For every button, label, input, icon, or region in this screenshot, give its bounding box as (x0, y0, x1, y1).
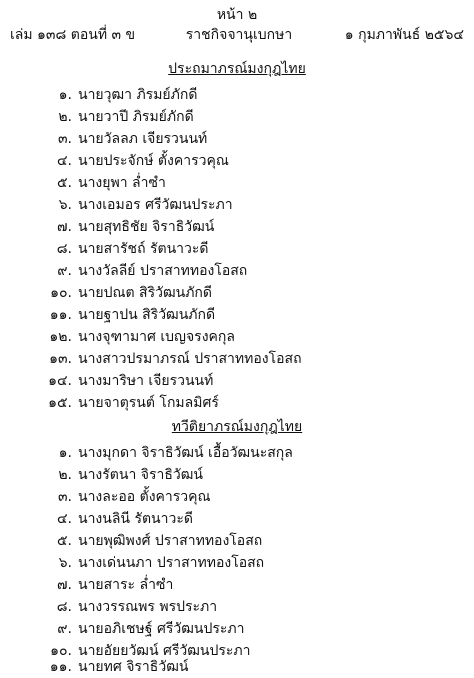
item-name: นายประจักษ์ ตั้งคารวคุณ (78, 153, 229, 169)
item-number: ๑. (58, 87, 72, 103)
item-name: นายวุฒา ภิรมย์ภักดี (78, 87, 198, 103)
item-name: นายวัลลภ เจียรวนนท์ (78, 131, 208, 147)
item-number: ๓. (57, 131, 72, 147)
item-number: ๑๒. (49, 329, 72, 345)
list-item (0, 486, 474, 506)
item-name: นางละออ ตั้งคารวคุณ (78, 489, 211, 505)
item-name: นายฐาปน สิริวัฒนภักดี (78, 307, 216, 323)
item-name: นายปณต สิริวัฒนภักดี (78, 285, 212, 301)
item-number: ๘. (56, 599, 72, 615)
item-name: นางสาวปรมาภรณ์ ปราสาททองโอสถ (78, 351, 302, 367)
item-number: ๓. (57, 489, 72, 505)
volume-issue: เล่ม ๑๓๘ ตอนที่ ๓ ข (10, 27, 136, 43)
list-item (0, 464, 474, 484)
page-number: หน้า ๒ (216, 7, 258, 23)
item-number: ๔. (56, 511, 72, 527)
list-item (0, 348, 474, 368)
item-name: นายทศ จิราธิวัฒน์ (78, 659, 189, 675)
item-name: นางมาริษา เจียรวนนท์ (78, 373, 214, 389)
item-name: นางวรรณพร พรประภา (78, 599, 218, 615)
list-item (0, 216, 474, 236)
item-number: ๑๐. (50, 285, 72, 301)
item-name: นางรัตนา จิราธิวัฒน์ (78, 467, 203, 483)
item-number: ๕. (56, 533, 72, 549)
item-name: นายสารัชถ์ รัตนาวะดี (78, 241, 209, 257)
section-title-first-class: ประถมาภรณ์มงกุฎไทย (168, 61, 306, 77)
list-item (0, 128, 474, 148)
list-item (0, 656, 474, 676)
item-number: ๘. (56, 241, 72, 257)
item-number: ๑๐. (50, 643, 72, 659)
list-item (0, 106, 474, 126)
gazette-header (10, 24, 468, 44)
item-number: ๔. (56, 153, 72, 169)
item-number: ๑. (58, 445, 72, 461)
list-item (0, 392, 474, 412)
list-item (0, 84, 474, 104)
list-item (0, 552, 474, 572)
item-number: ๑๑. (49, 307, 72, 323)
item-number: ๑๔. (48, 373, 72, 389)
item-name: นางนลินี รัตนาวะดี (78, 511, 193, 527)
item-name: นายสาระ ล่ำซำ (78, 577, 174, 593)
list-item (0, 150, 474, 170)
item-name: นางจุฑามาศ เบญจรงคกุล (78, 329, 235, 345)
item-name: นายสุทธิชัย จิราธิวัฒน์ (78, 219, 215, 235)
item-number: ๒. (58, 467, 72, 483)
list-item (0, 238, 474, 258)
item-number: ๕. (56, 175, 72, 191)
list-item (0, 260, 474, 280)
item-number: ๙. (57, 621, 72, 637)
list-item (0, 574, 474, 594)
item-name: นายอภิเชษฐ์ ศรีวัฒนประภา (78, 621, 245, 637)
list-item (0, 618, 474, 638)
list-item (0, 194, 474, 214)
list-item (0, 370, 474, 390)
item-number: ๑๑. (49, 659, 72, 675)
item-name: นางเอมอร ศรีวัฒนประภา (78, 197, 233, 213)
item-name: นางมุกดา จิราธิวัฒน์ เอื้อวัฒนะสกุล (78, 445, 293, 461)
list-item (0, 530, 474, 550)
item-name: นายวาปี ภิรมย์ภักดี (78, 109, 194, 125)
section-title-second-class: ทวีติยาภรณ์มงกุฎไทย (171, 419, 303, 435)
item-number: ๖. (58, 197, 72, 213)
item-name: นางยุพา ล่ำซำ (78, 175, 166, 191)
list-item (0, 282, 474, 302)
item-name: นางวัลลีย์ ปราสาททองโอสถ (78, 263, 248, 279)
item-name: นายจาตุรนต์ โกมลมิศร์ (78, 395, 219, 411)
item-number: ๒. (58, 109, 72, 125)
list-item (0, 326, 474, 346)
item-number: ๑๕. (48, 395, 72, 411)
item-number: ๖. (58, 555, 72, 571)
item-name: นางเด่นนภา ปราสาททองโอสถ (78, 555, 265, 571)
publication-date: ๑ กุมภาพันธ์ ๒๕๖๔ (344, 27, 464, 43)
gazette-title: ราชกิจจานุเบกษา (185, 27, 293, 43)
item-number: ๙. (57, 263, 72, 279)
item-number: ๗. (57, 577, 72, 593)
list-item (0, 596, 474, 616)
list-item (0, 442, 474, 462)
list-item (0, 172, 474, 192)
item-number: ๗. (57, 219, 72, 235)
item-number: ๑๓. (49, 351, 72, 367)
list-item (0, 508, 474, 528)
item-name: นายอัยยวัฒน์ ศรีวัฒนประภา (78, 643, 251, 659)
item-name: นายพุฒิพงศ์ ปราสาททองโอสถ (78, 533, 263, 549)
list-item (0, 304, 474, 324)
